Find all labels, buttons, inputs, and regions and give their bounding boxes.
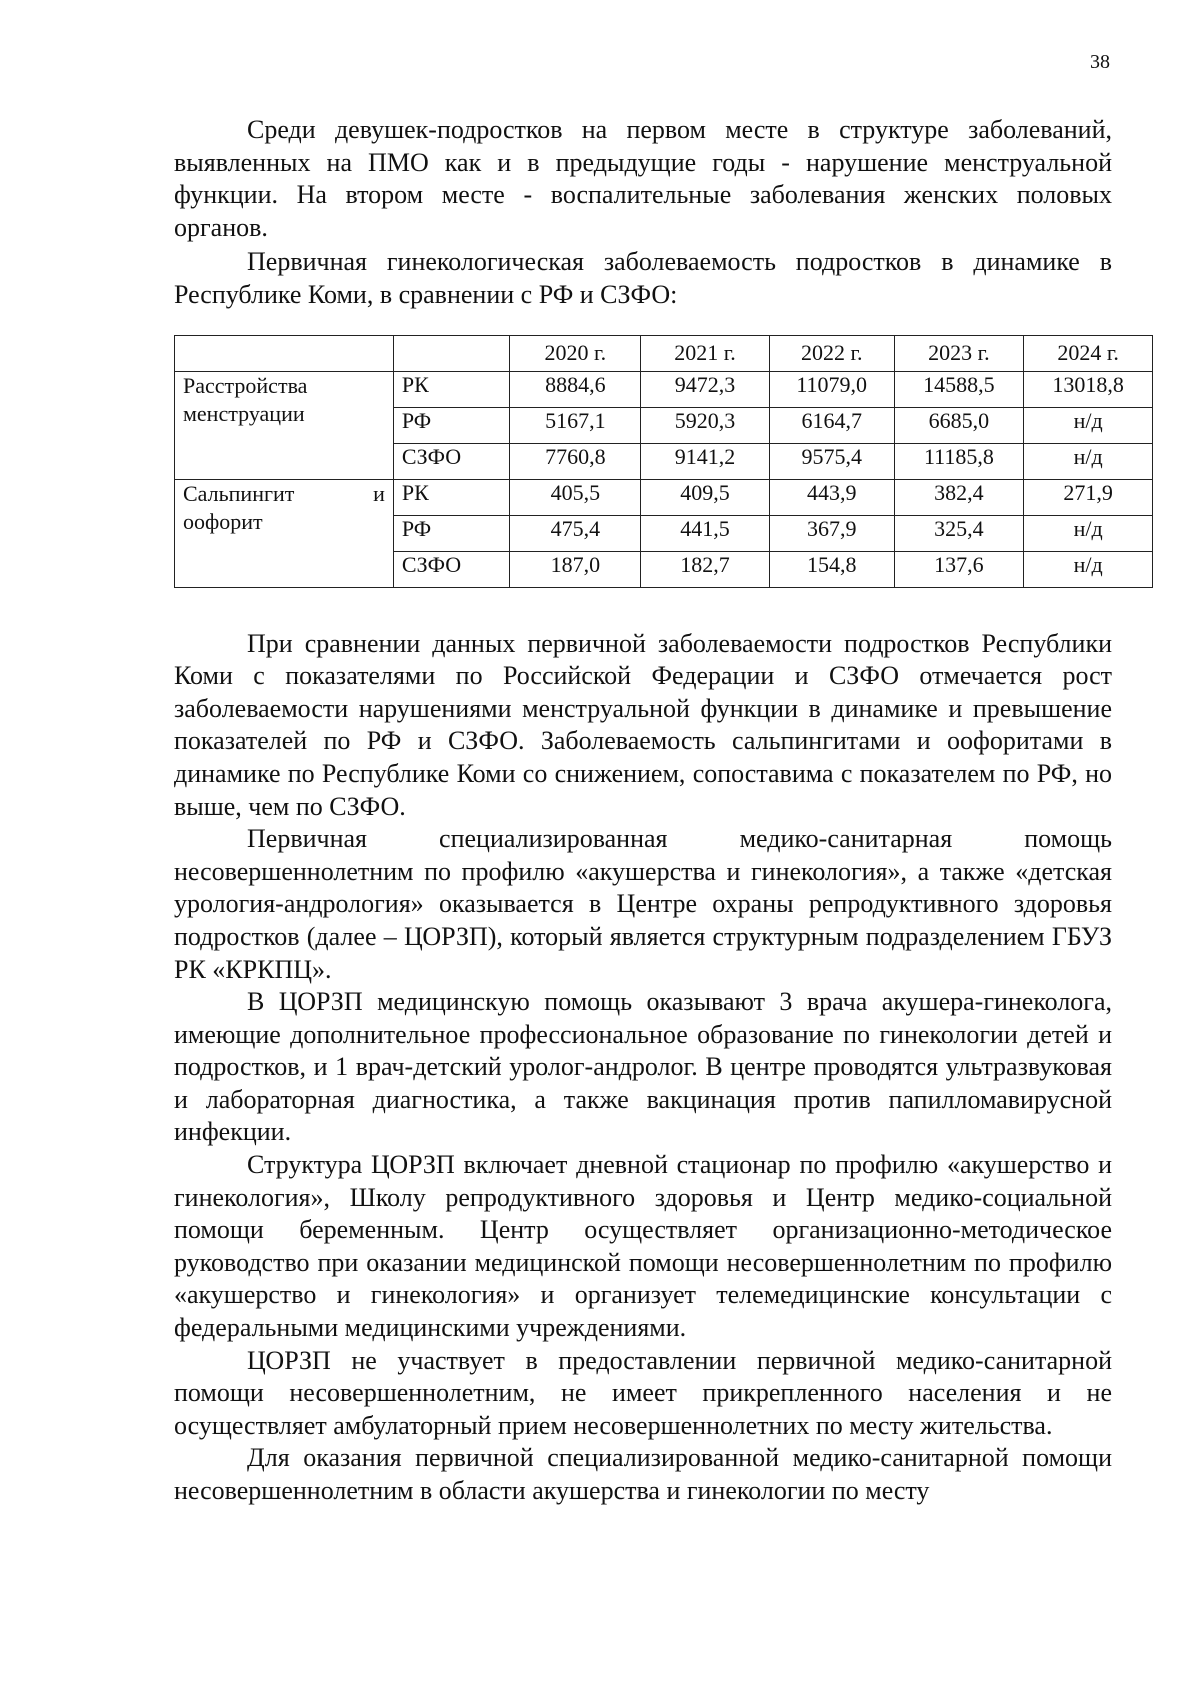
value-cell: 6685,0 — [894, 407, 1024, 443]
value-cell: н/д — [1024, 551, 1153, 587]
header-cell: 2021 г. — [641, 335, 770, 371]
header-cell — [393, 335, 510, 371]
header-cell: 2024 г. — [1024, 335, 1153, 371]
group-label-line: Расстройства — [183, 372, 308, 398]
group-label-line: оофорит — [183, 508, 263, 534]
header-cell: 2022 г. — [769, 335, 894, 371]
value-cell: 182,7 — [641, 551, 770, 587]
page-number: 38 — [1090, 51, 1110, 73]
value-cell: 9141,2 — [641, 443, 770, 479]
value-cell: н/д — [1024, 407, 1153, 443]
table-intro-paragraph: Первичная гинекологическая заболеваемость подростков в динамике в Республике Коми, в сравнении с РФ и СЗФО: — [174, 247, 1112, 309]
group-label-line: менструации — [183, 400, 305, 426]
paragraph: При сравнении данных первичной заболеваемости подростков Республики Коми с показателями по Российской Федерации и СЗФО отмечается рост заболеваемости нарушениями менструальной функции в динамике и превышение показателей по РФ и СЗФО. Заболеваемость сальпингитами и оофоритами в динамике по Республике Коми со снижением, сопоставима с показателем по РФ, но выше, чем по СЗФО. — [174, 628, 1112, 821]
value-cell: 13018,8 — [1024, 371, 1153, 407]
paragraph: Первичная специализированная медико-санитарная помощь несовершеннолетним по профилю «акушерства и гинекология», а также «детская урология-андрология» оказывается в Центре охраны репродуктивного здоровья подростков (далее – ЦОРЗП), который является структурным подразделением ГБУЗ РК «КРКПЦ». — [174, 824, 1112, 984]
paragraph: Для оказания первичной специализированной медико-санитарной помощи несовершеннолетним в области акушерства и гинекологии по месту — [174, 1443, 1112, 1505]
header-cell: 2023 г. — [894, 335, 1024, 371]
document-body — [174, 114, 1124, 1508]
value-cell: н/д — [1024, 443, 1153, 479]
group-label-cell — [175, 479, 394, 587]
group-label-line: Сальпингит и — [183, 480, 385, 506]
value-cell: 443,9 — [769, 479, 894, 515]
region-cell: РК — [393, 371, 510, 407]
region-cell: РФ — [393, 407, 510, 443]
value-cell: 5167,1 — [510, 407, 641, 443]
region-cell: РФ — [393, 515, 510, 551]
paragraph: ЦОРЗП не участвует в предоставлении первичной медико-санитарной помощи несовершеннолетним, не имеет прикрепленного населения и не осуществляет амбулаторный прием несовершеннолетних по месту жительства. — [174, 1345, 1112, 1440]
gynecological-morbidity-table — [174, 335, 1153, 588]
paragraph: Структура ЦОРЗП включает дневной стационар по профилю «акушерство и гинекология», Школу репродуктивного здоровья и Центр медико-социальной помощи беременным. Центр осуществляет организационно-методическое руководство при оказании медицинской помощи несовершеннолетним по профилю «акушерство и гинекология» и организует телемедицинские консультации с федеральными медицинскими учреждениями. — [174, 1150, 1112, 1343]
value-cell: 441,5 — [641, 515, 770, 551]
value-cell: н/д — [1024, 515, 1153, 551]
value-cell: 271,9 — [1024, 479, 1153, 515]
table-row — [175, 479, 1153, 515]
group-label-cell — [175, 371, 394, 479]
value-cell: 325,4 — [894, 515, 1024, 551]
value-cell: 7760,8 — [510, 443, 641, 479]
value-cell: 137,6 — [894, 551, 1024, 587]
paragraph: В ЦОРЗП медицинскую помощь оказывают 3 врача акушера-гинеколога, имеющие дополнительное профессиональное образование по гинекологии детей и подростков, и 1 врач-детский уролог-андролог. В центре проводятся ультразвуковая и лабораторная диагностика, а также вакцинация против папилломавирусной инфекции. — [174, 987, 1112, 1147]
region-cell: СЗФО — [393, 443, 510, 479]
value-cell: 14588,5 — [894, 371, 1024, 407]
region-cell: СЗФО — [393, 551, 510, 587]
value-cell: 367,9 — [769, 515, 894, 551]
value-cell: 9575,4 — [769, 443, 894, 479]
value-cell: 5920,3 — [641, 407, 770, 443]
value-cell: 9472,3 — [641, 371, 770, 407]
value-cell: 6164,7 — [769, 407, 894, 443]
header-cell: 2020 г. — [510, 335, 641, 371]
value-cell: 405,5 — [510, 479, 641, 515]
value-cell: 8884,6 — [510, 371, 641, 407]
value-cell: 187,0 — [510, 551, 641, 587]
value-cell: 11185,8 — [894, 443, 1024, 479]
value-cell: 11079,0 — [769, 371, 894, 407]
header-cell — [175, 335, 394, 371]
paragraph: Среди девушек-подростков на первом месте в структуре заболеваний, выявленных на ПМО как и в предыдущие годы - нарушение менструальной функции. На втором месте - воспалительные заболевания женских половых органов. — [174, 115, 1112, 242]
value-cell: 154,8 — [769, 551, 894, 587]
value-cell: 382,4 — [894, 479, 1024, 515]
paragraphs-after-table — [174, 628, 1112, 1508]
value-cell: 409,5 — [641, 479, 770, 515]
table-row — [175, 371, 1153, 407]
region-cell: РК — [393, 479, 510, 515]
table-header-row — [175, 335, 1153, 371]
value-cell: 475,4 — [510, 515, 641, 551]
